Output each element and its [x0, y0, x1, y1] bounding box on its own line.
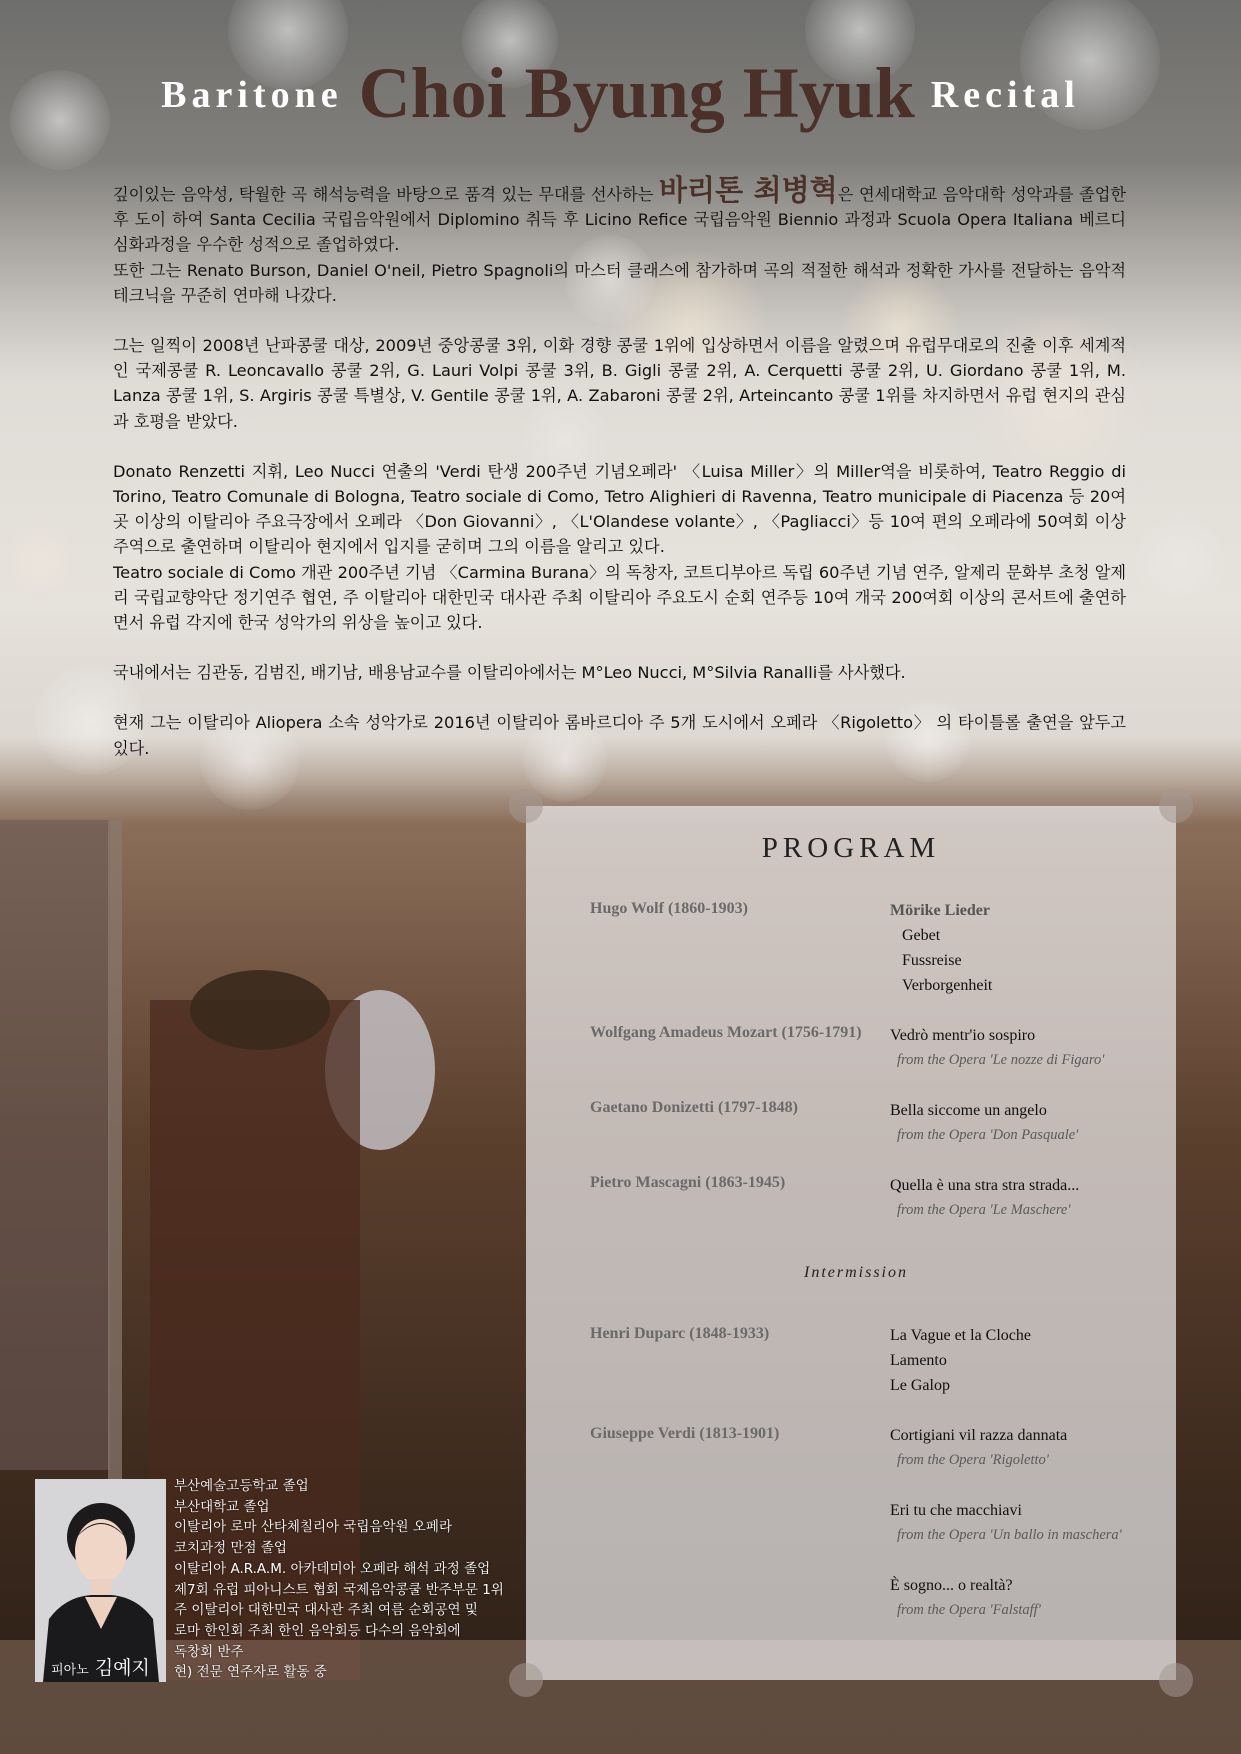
pianist-bio-line: 제7회 유럽 피아니스트 협회 국제음악콩쿨 반주부문 1위 [174, 1581, 504, 1598]
pianist-name: 김예지 [94, 1657, 150, 1679]
title-suffix: Recital [930, 74, 1080, 116]
song-title: Fussreise [902, 952, 962, 969]
performer-name: Choi Byung Hyuk [358, 53, 915, 133]
pianist-bio-line: 독창회 반주 [174, 1643, 244, 1660]
opera-source: from the Opera 'Rigoletto' [897, 1452, 1049, 1468]
program-works [890, 1323, 1170, 1398]
pianist-caption [35, 1653, 166, 1680]
song-cycle-title: Mörike Lieder [890, 902, 990, 919]
opera-source: from the Opera 'Un ballo in maschera' [897, 1527, 1122, 1543]
aria-title: È sogno... o realtà? [890, 1577, 1013, 1594]
corner-notch [1159, 1663, 1193, 1697]
pianist-bio-line: 부산예술고등학교 졸업 [174, 1478, 309, 1494]
aria-title: Eri tu che macchiavi [890, 1502, 1022, 1519]
intermission-label: Intermission [804, 1264, 908, 1281]
program-panel [526, 806, 1176, 1680]
composer-name: Gaetano Donizetti (1797-1848) [590, 1099, 798, 1116]
aria-title: Vedrò mentr'io sospiro [890, 1027, 1036, 1044]
bio-paragraph-4: Donato Renzetti 지휘, Leo Nucci 연출의 'Verdi 탄생 200주년 기념오페라' 〈Luisa Miller〉의 Miller역을 비롯하여, Teatro Reggio di Torino, Teatro Comunale di Bologna, Teatro sociale di Como, Tetro Alighieri di Ravenna, Teatro municipale di Piacenza 등 20여곳 이상의 이탈리아 주요극장에서 오페라 〈Don Giovanni〉, 〈L'Olandese volante〉, 〈Pagliacci〉등 10여 편의 오페라에 50여회 이상 주역으로 출연하며 이탈리아 현지에서 입지를 굳히며 그의 이름을 알리고 있다. [113, 461, 1126, 557]
composer-name: Pietro Mascagni (1863-1945) [590, 1174, 786, 1191]
pianist-photo [35, 1479, 166, 1682]
bio-paragraph-5: Teatro sociale di Como 개관 200주년 기념 〈Carmina Burana〉의 독창자, 코트디부아르 독립 60주년 기념 연주, 알제리 문화부 초청 알제리 국립교향악단 정기연주 협연, 주 이탈리아 대한민국 대사관 주최 이탈리아 주요도시 순회 연주등 10여 개국 200여회 이상의 콘서트에 출연하면서 유럽 각지에 한국 성악가의 위상을 높이고 있다. [113, 562, 1126, 633]
song-title: La Vague et la Cloche [890, 1327, 1031, 1344]
program-title: PROGRAM [761, 832, 941, 864]
pianist-bio-line: 주 이탈리아 대한민국 대사관 주최 여름 순회공연 및 [174, 1602, 478, 1619]
composer-name: Hugo Wolf (1860-1903) [590, 900, 748, 917]
opera-source: from the Opera 'Don Pasquale' [897, 1127, 1079, 1143]
program-works [890, 1023, 1170, 1073]
pianist-bio-line: 이탈리아 A.R.A.M. 아카데미아 오페라 해석 과정 졸업 [174, 1560, 491, 1577]
aria-title: Quella è una stra stra strada... [890, 1177, 1080, 1194]
pianist-biography [174, 1476, 504, 1683]
opera-source: from the Opera 'Le nozze di Figaro' [897, 1052, 1105, 1068]
composer-name: Henri Duparc (1848-1933) [590, 1325, 770, 1342]
bio-paragraph-7: 현재 그는 이탈리아 Aliopera 소속 성악가로 2016년 이탈리아 롬바르디아 주 5개 도시에서 오페라 〈Rigoletto〉 의 타이틀롤 출연을 앞두고 있다. [113, 713, 1126, 758]
composer-name: Giuseppe Verdi (1813-1901) [590, 1425, 780, 1442]
bio-paragraph-2: 또한 그는 Renato Burson, Daniel O'neil, Pietro Spagnoli의 마스터 클래스에 참가하며 곡의 적절한 해석과 정확한 가사를 전달하는 음악적 테크닉을 꾸준히 연마해 나갔다. [113, 260, 1126, 305]
pianist-role: 피아노 [51, 1663, 89, 1678]
pianist-bio-line: 현) 전문 연주자로 활동 중 [174, 1664, 327, 1681]
program-works [890, 898, 1170, 998]
bio-paragraph-1: 깊이있는 음악성, 탁월한 곡 해석능력을 바탕으로 품격 있는 무대를 선사하는 바리톤 최병혁은 연세대학교 음악대학 성악과를 졸업한 후 도이 하여 Santa Cecilia 국립음악원에서 Diplomino 취득 후 Licino Refice 국립음악원 Biennio 과정과 Scuola Opera Italiana 베르디 심화과정을 우수한 성적으로 졸업하였다. [113, 173, 1126, 255]
pianist-bio-line: 로마 한인회 주최 한인 음악회등 다수의 음악회에 [174, 1622, 461, 1639]
pianist-bio-line: 코치과정 만점 졸업 [174, 1540, 287, 1557]
baritone-biography [113, 173, 1126, 761]
recital-title [0, 52, 1241, 135]
bio-highlight-name: 바리톤 최병혁 [659, 173, 838, 207]
corner-notch [509, 1663, 543, 1697]
aria-title: Bella siccome un angelo [890, 1102, 1047, 1119]
pianist-bio-line: 부산대학교 졸업 [174, 1498, 270, 1515]
program-works [890, 1423, 1170, 1473]
pianist-bio-line: 이탈리아 로마 산타체칠리아 국립음악원 오페라 [174, 1519, 452, 1536]
bio-paragraph-6: 국내에서는 김관동, 김범진, 배기남, 배용남교수를 이탈리아에서는 M°Leo Nucci, M°Silvia Ranalli를 사사했다. [113, 663, 906, 683]
program-works [890, 1498, 1170, 1548]
corner-notch [509, 789, 543, 823]
song-title: Gebet [902, 927, 941, 944]
composer-name: Wolfgang Amadeus Mozart (1756-1791) [590, 1024, 862, 1041]
aria-title: Cortigiani vil razza dannata [890, 1427, 1068, 1444]
song-title: Le Galop [890, 1377, 950, 1394]
bio-paragraph-3: 그는 일찍이 2008년 난파콩쿨 대상, 2009년 중앙콩쿨 3위, 이화 경향 콩쿨 1위에 입상하면서 이름을 알렸으며 유럽무대로의 진출 이후 세계적인 국제콩쿨 R. Leoncavallo 콩쿨 2위, G. Lauri Volpi 콩쿨 3위, B. Gigli 콩쿨 2위, A. Cerquetti 콩쿨 2위, U. Giordano 콩쿨 1위, M. Lanza 콩쿨 1위, S. Argiris 콩쿨 특별상, V. Gentile 콩쿨 1위, A. Zabaroni 콩쿨 2위, Arteincanto 콩쿨 1위를 차지하면서 유럽 현지의 관심과 호평을 받았다. [113, 336, 1126, 431]
song-title: Verborgenheit [902, 977, 993, 994]
program-works [890, 1098, 1170, 1148]
opera-source: from the Opera 'Le Maschere' [897, 1202, 1071, 1218]
corner-notch [1159, 789, 1193, 823]
pianist-portrait-icon [35, 1479, 166, 1682]
song-title: Lamento [890, 1352, 947, 1369]
opera-source: from the Opera 'Falstaff' [897, 1602, 1041, 1618]
title-prefix: Baritone [161, 74, 343, 116]
program-works [890, 1173, 1170, 1223]
program-works [890, 1573, 1170, 1623]
